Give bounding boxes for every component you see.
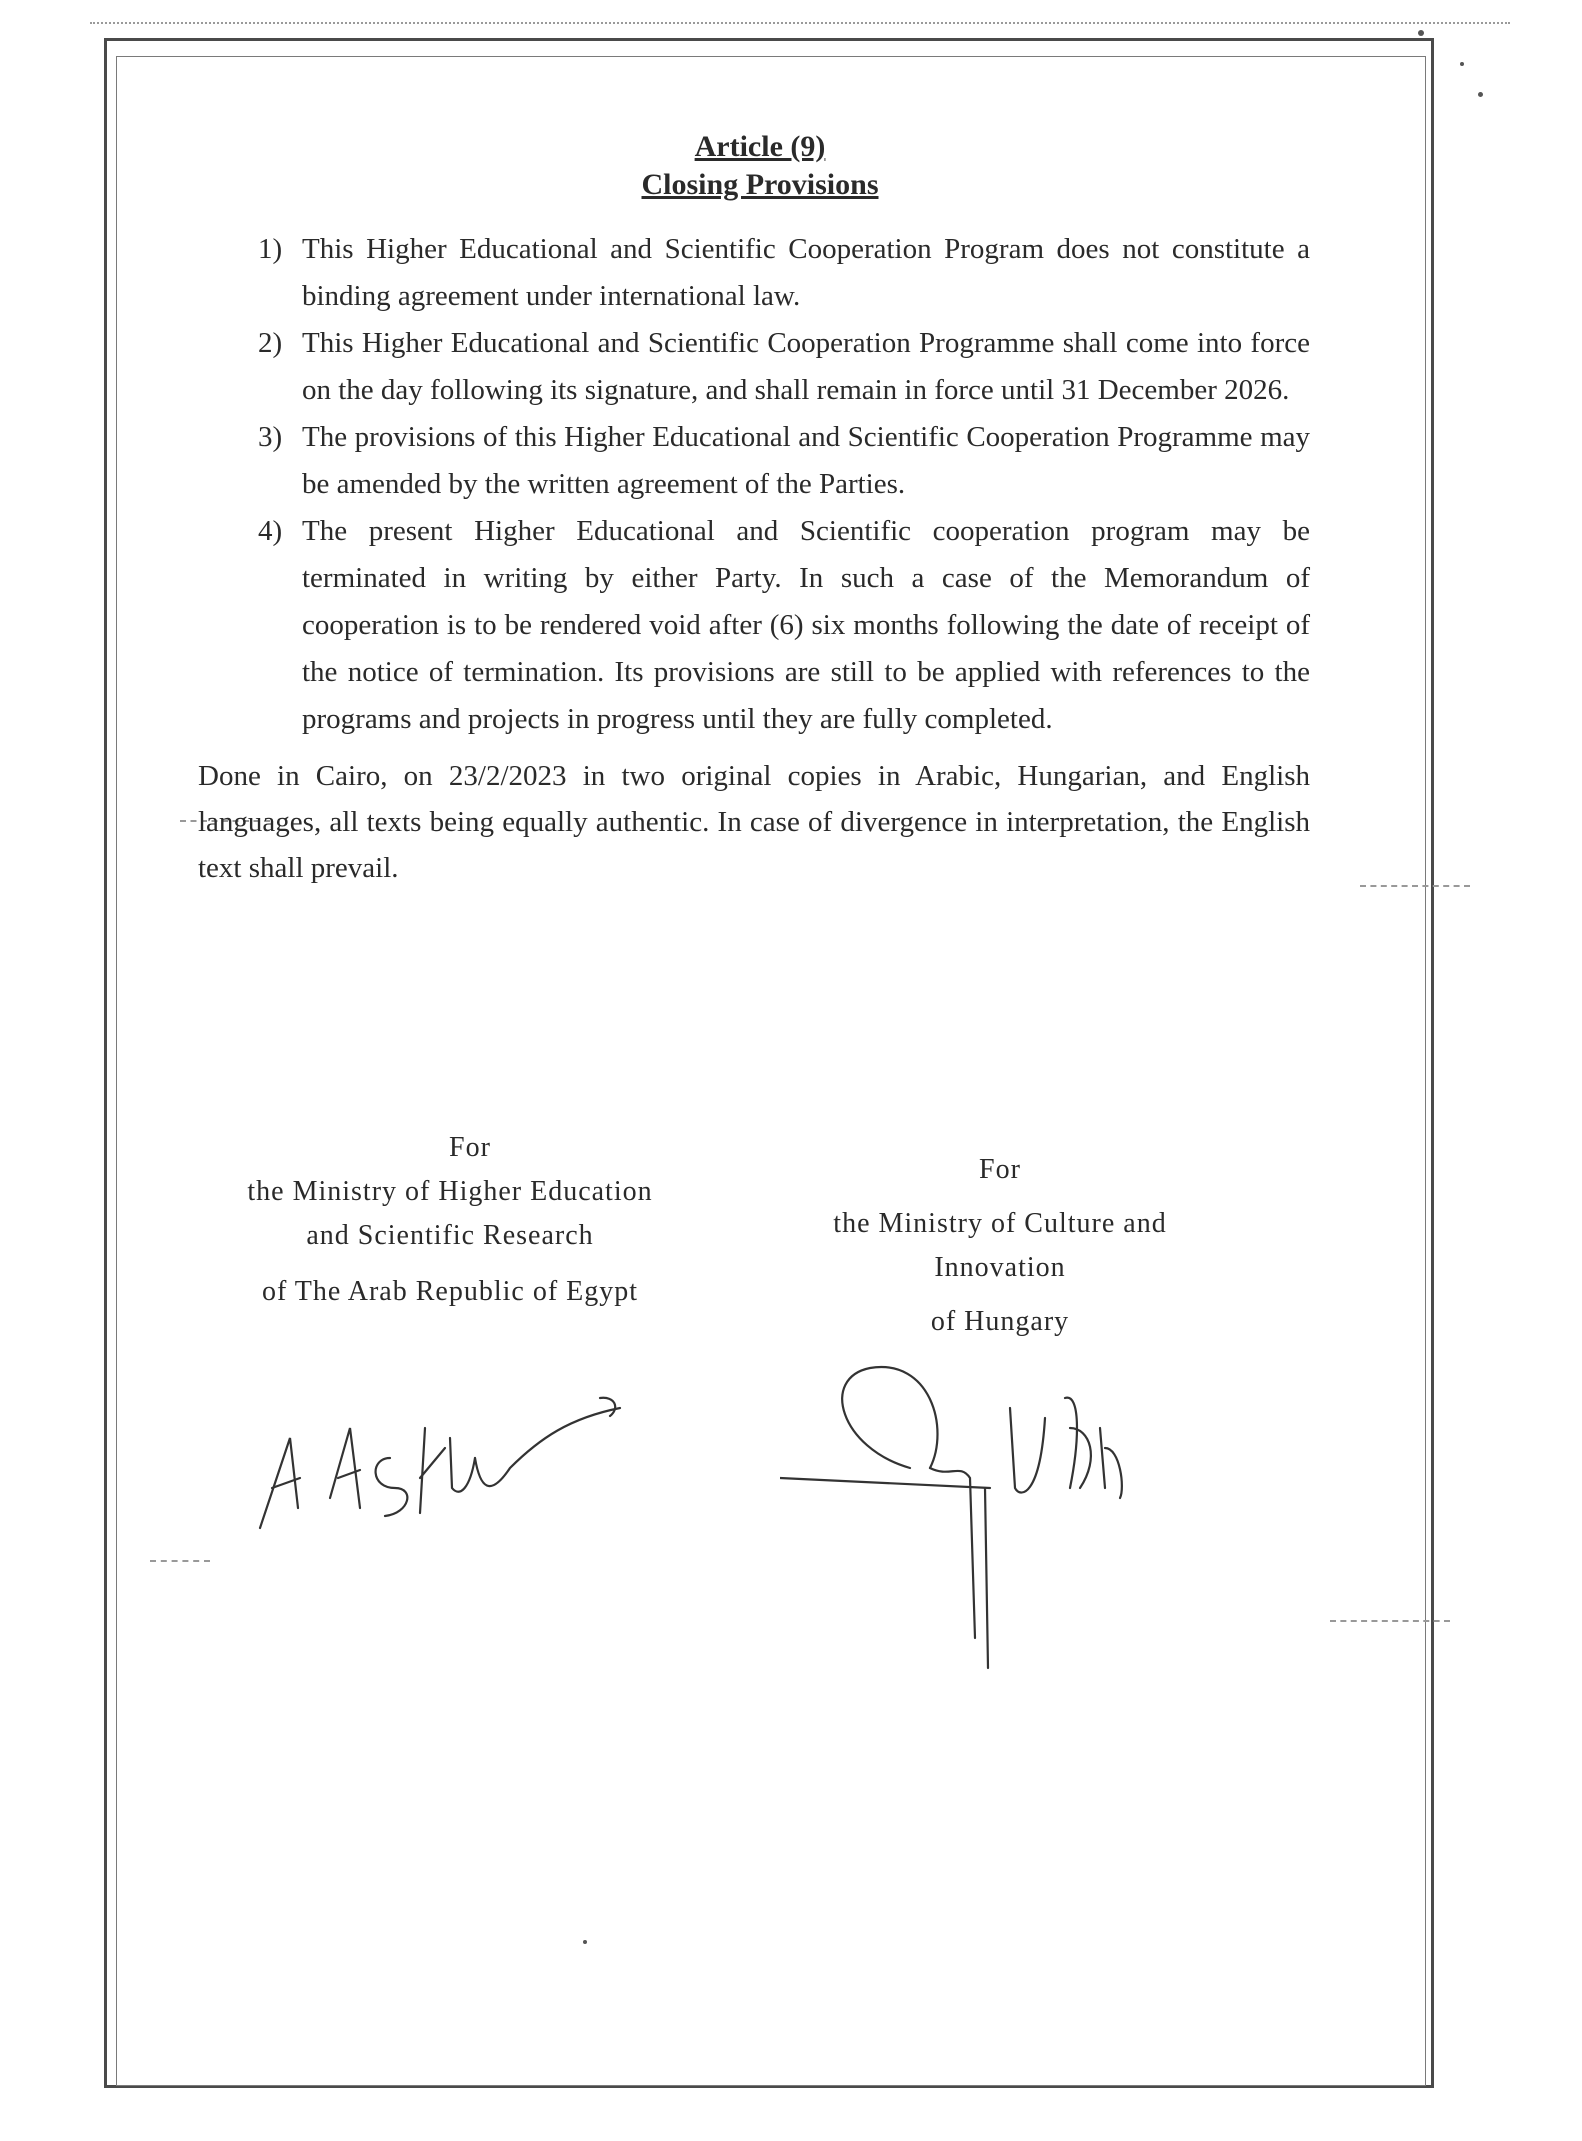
signatory-hungary: [780, 1148, 1220, 1344]
provision-item: [190, 320, 1310, 414]
provisions-list: [190, 226, 1310, 743]
signatory-line: the Ministry of Higher Education: [247, 1176, 653, 1207]
signatory-line: Innovation: [934, 1252, 1066, 1283]
article-title: Closing Provisions: [641, 168, 879, 201]
signatory-egypt: [180, 1126, 720, 1314]
scan-speck: [1460, 62, 1464, 66]
provision-number: 3): [258, 421, 283, 453]
signatory-for-label: For: [979, 1154, 1021, 1185]
signatory-line: the Ministry of Culture and: [833, 1208, 1167, 1239]
signatory-line: of Hungary: [930, 1306, 1070, 1337]
closing-statement: Done in Cairo, on 23/2/2023 in two original copies in Arabic, Hungarian, and English languages, all texts being equally authentic. In case of divergence in interpretation, the English text shall prevail.: [198, 760, 1310, 884]
handwritten-signature-egypt: [220, 1338, 640, 1558]
scan-edge-noise: [90, 22, 1510, 34]
provision-number: 1): [258, 233, 283, 265]
provision-text: The provisions of this Higher Educational and Scientific Cooperation Programme may be amended by the written agreement of the Parties.: [302, 421, 1310, 500]
scan-speck: [583, 1940, 587, 1944]
scan-speck: [1418, 30, 1424, 36]
signature-section: [160, 1118, 1300, 1638]
signatory-line: of The Arab Republic of Egypt: [261, 1276, 639, 1307]
provision-text: This Higher Educational and Scientific Cooperation Programme shall come into force on the day following its signature, and shall remain in force until 31 December 2026.: [302, 327, 1310, 406]
scan-dash: [1330, 1620, 1450, 1622]
provision-item: [190, 226, 1310, 320]
provision-text: This Higher Educational and Scientific Cooperation Program does not constitute a binding agreement under international law.: [302, 233, 1310, 312]
provision-text: The present Higher Educational and Scientific cooperation program may be terminated in writing by either Party. In such a case of the Memorandum of cooperation is to be rendered void after (6) six months following the date of receipt of the notice of termination. Its provisions are still to be applied with references to the programs and projects in progress until they are fully completed.: [302, 515, 1310, 735]
scan-dash: [1360, 885, 1470, 887]
article-number: Article (9): [694, 130, 826, 163]
document-body: [190, 128, 1310, 891]
signatory-for-label: For: [449, 1132, 491, 1163]
signatory-line: and Scientific Research: [306, 1220, 594, 1251]
provision-number: 4): [258, 515, 283, 547]
scan-speck: [1478, 92, 1483, 97]
provision-item: [190, 414, 1310, 508]
provision-number: 2): [258, 327, 283, 359]
provision-item: [190, 508, 1310, 743]
handwritten-signature-hungary: [780, 1338, 1200, 1698]
